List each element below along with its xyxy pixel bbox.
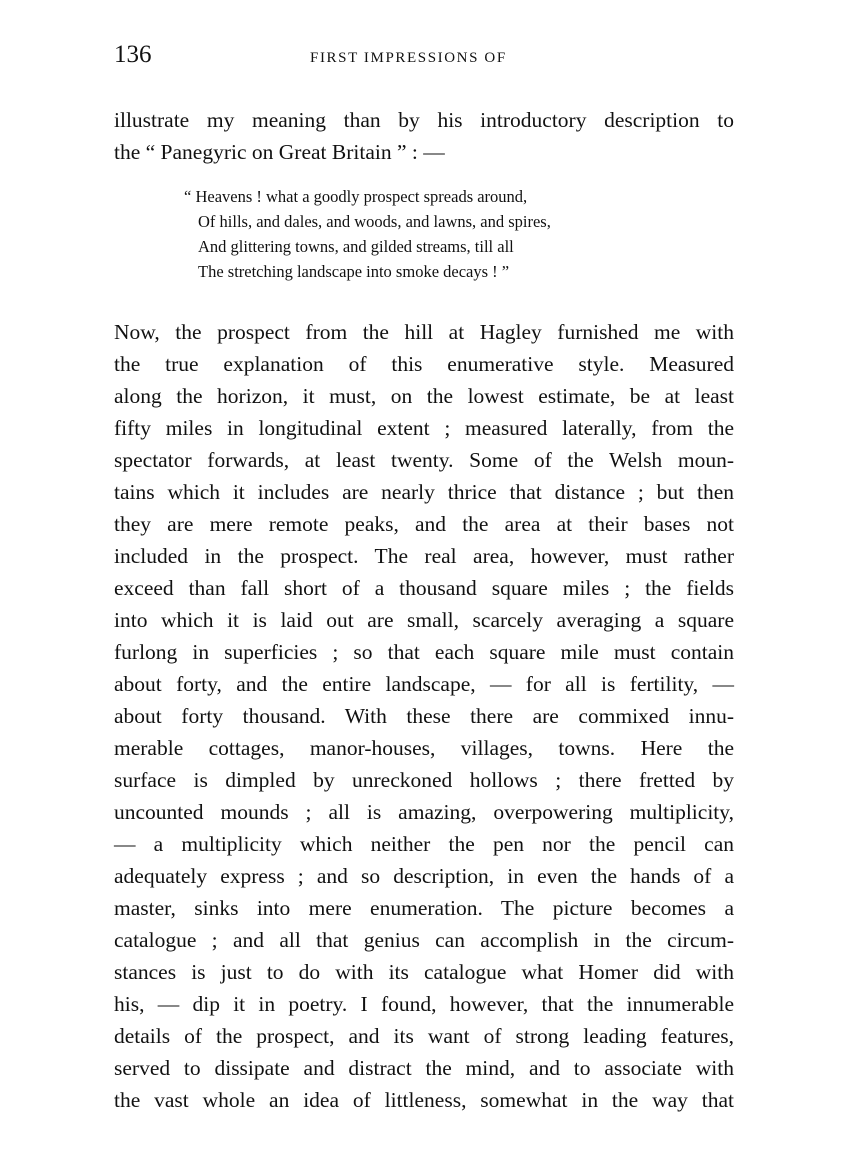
text-line: about forty, and the entire landscape, — for all is fertility, — <box>114 672 734 696</box>
running-head: FIRST IMPRESSIONS OF <box>310 50 507 66</box>
text-line: illustrate my meaning than by his introductory description to <box>114 108 734 132</box>
text-line: his, — dip it in poetry. I found, however, that the innumerable <box>114 992 734 1016</box>
text-line: spectator forwards, at least twenty. Some of the Welsh moun- <box>114 448 734 472</box>
text-line: fifty miles in longitudinal extent ; measured laterally, from the <box>114 416 734 440</box>
text-line: they are mere remote peaks, and the area at their bases not <box>114 512 734 536</box>
text-line: catalogue ; and all that genius can accomplish in the circum- <box>114 928 734 952</box>
text-line: furlong in superficies ; so that each square mile must contain <box>114 640 734 664</box>
text-line: the “ Panegyric on Great Britain ” : — <box>114 140 445 164</box>
text-line: surface is dimpled by unreckoned hollows ; there fretted by <box>114 768 734 792</box>
text-line: along the horizon, it must, on the lowest estimate, be at least <box>114 384 734 408</box>
verse-line: And glittering towns, and gilded streams, till all <box>198 237 514 256</box>
text-line: details of the prospect, and its want of strong leading features, <box>114 1024 734 1048</box>
intro-paragraph <box>114 104 734 168</box>
text-line: uncounted mounds ; all is amazing, overpowering multiplicity, <box>114 800 734 824</box>
text-line: Now, the prospect from the hill at Hagley furnished me with <box>114 320 734 344</box>
text-line: about forty thousand. With these there are commixed innu- <box>114 704 734 728</box>
page-header <box>114 40 734 74</box>
text-line: exceed than fall short of a thousand square miles ; the fields <box>114 576 734 600</box>
text-line: — a multiplicity which neither the pen nor the pencil can <box>114 832 734 856</box>
text-line: served to dissipate and distract the mind, and to associate with <box>114 1056 734 1080</box>
text-line: merable cottages, manor-houses, villages, towns. Here the <box>114 736 734 760</box>
text-line: tains which it includes are nearly thrice that distance ; but then <box>114 480 734 504</box>
text-line: the vast whole an idea of littleness, somewhat in the way that <box>114 1088 734 1112</box>
page-number: 136 <box>114 41 152 68</box>
verse-line: “ Heavens ! what a goodly prospect spreads around, <box>184 187 528 206</box>
text-line: into which it is laid out are small, scarcely averaging a square <box>114 608 734 632</box>
text-line: master, sinks into mere enumeration. The picture becomes a <box>114 896 734 920</box>
text-line: stances is just to do with its catalogue what Homer did with <box>114 960 734 984</box>
verse-line: The stretching landscape into smoke decays ! ” <box>198 262 510 281</box>
text-line: the true explanation of this enumerative style. Measured <box>114 352 734 376</box>
body-paragraph <box>114 316 734 1116</box>
text-line: adequately express ; and so description, in even the hands of a <box>114 864 734 888</box>
text-line: included in the prospect. The real area, however, must rather <box>114 544 734 568</box>
verse-line: Of hills, and dales, and woods, and lawns, and spires, <box>198 212 551 231</box>
verse-quotation <box>184 184 684 284</box>
